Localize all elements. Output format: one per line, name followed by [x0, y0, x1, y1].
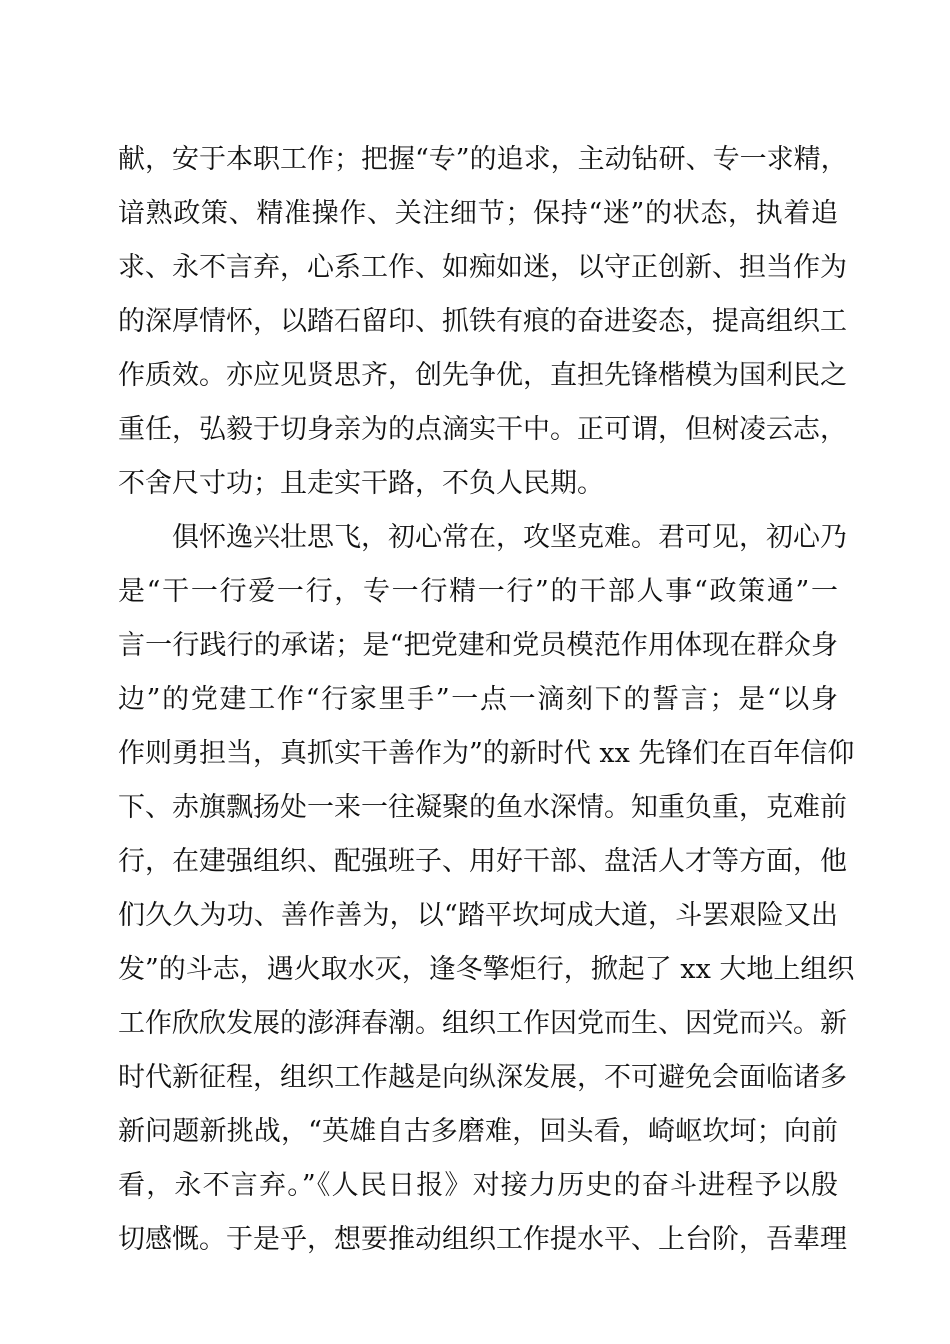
text-line: 言一行践行的承诺；是“把党建和党员模范作用体现在群众身	[118, 630, 838, 661]
text-line: 切感慨。于是乎，想要推动组织工作提水平、上台阶，吾辈理	[118, 1224, 847, 1255]
paragraph-first-line: 俱怀逸兴壮思飞，初心常在，攻坚克难。君可见，初心乃	[172, 522, 847, 553]
text-line: 看，永不言弃。”《人民日报》对接力历史的奋斗进程予以殷	[118, 1170, 838, 1201]
text-line: 不舍尺寸功；且走实干路，不负人民期。	[118, 468, 604, 499]
text-line: 们久久为功、善作善为，以“踏平坎坷成大道，斗罢艰险又出	[118, 900, 838, 931]
text-line: 作质效。亦应见贤思齐，创先争优，直担先锋楷模为国利民之	[118, 360, 847, 391]
text-line: 求、永不言弃，心系工作、如痴如迷，以守正创新、担当作为	[118, 252, 847, 283]
text-line: 是“干一行爱一行，专一行精一行”的干部人事“政策通”一	[118, 576, 838, 607]
text-line: 边”的党建工作“行家里手”一点一滴刻下的誓言；是“以身	[118, 684, 838, 715]
text-line: 行，在建强组织、配强班子、用好干部、盘活人才等方面，他	[118, 846, 847, 877]
text-line: 时代新征程，组织工作越是向纵深发展，不可避免会面临诸多	[118, 1062, 847, 1093]
text-line: 新问题新挑战，“英雄自古多磨难，回头看，崎岖坎坷；向前	[118, 1116, 838, 1147]
text-line: 谙熟政策、精准操作、关注细节；保持“迷”的状态，执着追	[118, 198, 838, 229]
text-line: 发”的斗志，遇火取水灭，逢冬擎炬行，掀起了 xx 大地上组织	[118, 954, 855, 985]
text-line: 的深厚情怀，以踏石留印、抓铁有痕的奋进姿态，提高组织工	[118, 306, 847, 337]
text-line: 献，安于本职工作；把握“专”的追求，主动钻研、专一求精，	[118, 144, 848, 175]
text-line: 工作欣欣发展的澎湃春潮。组织工作因党而生、因党而兴。新	[118, 1008, 847, 1039]
text-line: 作则勇担当，真抓实干善作为”的新时代 xx 先锋们在百年信仰	[118, 738, 855, 769]
text-line: 重任，弘毅于切身亲为的点滴实干中。正可谓，但树凌云志，	[118, 414, 847, 445]
text-line: 下、赤旗飘扬处一来一往凝聚的鱼水深情。知重负重，克难前	[118, 792, 847, 823]
